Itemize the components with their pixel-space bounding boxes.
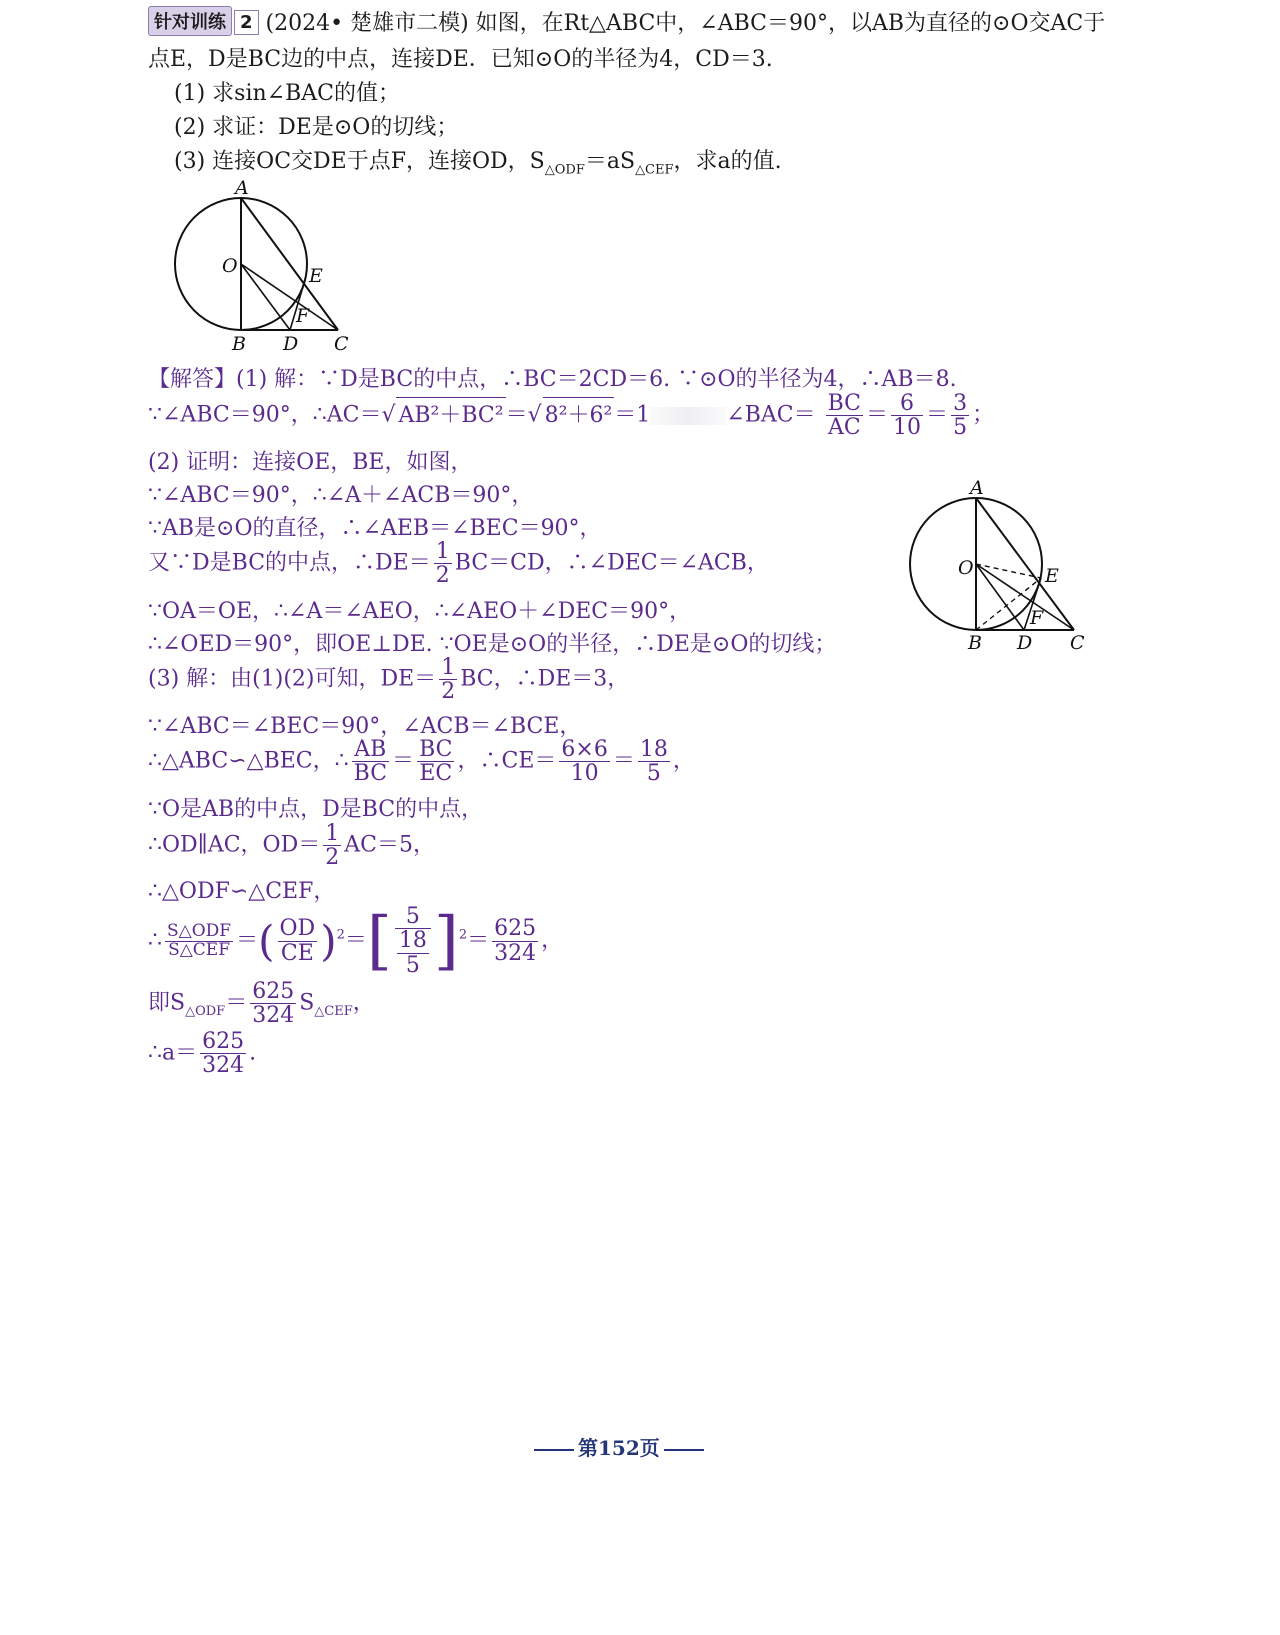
frac-625-324-b: $\frac{625}{324}$ [252, 979, 295, 1029]
frac-bc-ac: $\frac{BC}{AC}$ [827, 391, 862, 441]
problem-part-3 [174, 144, 782, 177]
segment-oc [241, 264, 338, 330]
label-b-2: B [968, 632, 982, 654]
redacted-area [650, 407, 726, 425]
label-f: F [296, 305, 310, 327]
footer-rule-right [664, 1449, 704, 1451]
label-c: C [334, 333, 349, 355]
segment-od-2 [976, 564, 1024, 630]
frac-half-2: $\frac{1}{2}$ [441, 655, 456, 705]
proof-line-6: ∴∠OED＝90°，即OE⊥DE. ∵OE是⊙O的半径，∴DE是⊙O的切线； [148, 632, 837, 657]
problem-source: (2024• 楚雄市二模) [265, 11, 469, 36]
proof-line-4: 又∵D是BC的中点，∴DE＝ $\frac{1}{2}$ BC＝CD，∴∠DEC＝∠ACB， [148, 539, 769, 589]
problem-part-1: (1) 求sin∠BAC的值； [174, 81, 400, 106]
part3-line-8: 即$S_{\triangle ODF}=$ $\frac{625}{324}$ $S_{\triangle CEF}$， [148, 979, 375, 1029]
frac-area-ratio: $\frac{\text{S△ODF}}{\text{S△CEF}}$ [167, 920, 232, 960]
frac-625-324-a: $\frac{625}{324}$ [494, 916, 537, 966]
problem-figure [160, 176, 370, 356]
page-number: 第152页 [578, 1436, 660, 1460]
part3-sub-1: △ODF [544, 162, 585, 178]
frac-6-10: $\frac{6}{10}$ [893, 391, 922, 441]
s2-text-c: ∠BAC＝ [726, 402, 816, 428]
solution-line-2: ∵∠ABC＝90°，∴AC＝√ AB²＋BC²＝√ 8²＋6²＝1 ∠BAC＝ $\frac{BC}{AC}$ ＝ $\frac{6}{10}$ ＝ $\frac{3}{5}$ ； [148, 391, 995, 441]
frac-36-10: $\frac{6\times 6}{10}$ [561, 737, 608, 787]
part3-line-5: ∴OD∥AC，OD＝ $\frac{1}{2}$ AC＝5， [148, 821, 435, 871]
training-badge: 针对训练 [148, 6, 232, 36]
part3-line-4: ∵O是AB的中点，D是BC的中点， [148, 797, 484, 822]
part3-line-1: (3) 解：由(1)(2)可知，DE＝ $\frac{1}{2}$ BC，∴DE＝3， [148, 655, 630, 705]
part3-line-7: ∴ $\frac{\text{S△ODF}}{\text{S△CEF}}$ ＝( $\frac{OD}{CE}$ )$^2$＝[ 5 18 5 ]$^2$＝ $\frac{625}{324}$ ， [148, 904, 564, 978]
solution-figure [898, 474, 1098, 654]
label-b: B [232, 333, 246, 355]
training-number: 2 [234, 10, 259, 35]
part3-line-2: ∵∠ABC＝∠BEC＝90°，∠ACB＝∠BCE， [148, 714, 582, 739]
part3-line-6: ∴△ODF∽△CEF， [148, 879, 336, 904]
label-a-2: A [970, 477, 984, 499]
label-e: E [309, 265, 323, 287]
solution-header: 【解答】 [148, 367, 237, 392]
label-e-2: E [1045, 565, 1059, 587]
frac-3-5: $\frac{3}{5}$ [953, 391, 968, 441]
s2-text-b: ＝1 [614, 402, 651, 428]
problem-part-2: (2) 求证：DE是⊙O的切线； [174, 115, 459, 140]
frac-half-3: $\frac{1}{2}$ [325, 821, 340, 871]
frac-ab-bc: $\frac{AB}{BC}$ [353, 737, 388, 787]
part3-text-a: (3) 连接OC交DE于点F，连接OD，S [174, 149, 545, 174]
part3-text-b: ＝aS [584, 149, 636, 174]
frac-5-over-18-5: 5 18 5 [395, 905, 431, 976]
sqrt-ab-bc: AB²＋BC² [396, 397, 505, 429]
frac-18-5: $\frac{18}{5}$ [639, 737, 668, 787]
label-a: A [235, 177, 249, 199]
problem-text-1: 如图，在Rt△ABC中，∠ABC＝90°，以AB为直径的⊙O交AC于 [475, 11, 1106, 36]
problem-line-1 [148, 6, 1105, 37]
label-o-2: O [958, 557, 974, 579]
frac-half-1: $\frac{1}{2}$ [435, 539, 450, 589]
label-d: D [283, 333, 299, 355]
s2-end: ； [972, 402, 995, 428]
frac-bc-ec: $\frac{BC}{EC}$ [419, 737, 453, 787]
proof-line-3: ∵AB是⊙O的直径，∴∠AEB＝∠BEC＝90°， [148, 516, 602, 541]
segment-ac-2 [976, 498, 1074, 630]
solution-s1: (1) 解：∵D是BC的中点，∴BC＝2CD＝6. ∵⊙O的半径为4，∴AB＝8. [236, 367, 957, 392]
sqrt-8-6: 8²＋6² [543, 397, 615, 429]
proof-line-1: (2) 证明：连接OE，BE，如图， [148, 450, 473, 475]
label-f-2: F [1030, 607, 1044, 629]
part3-text-c: ，求a的值. [673, 149, 782, 174]
proof-line-2: ∵∠ABC＝90°，∴∠A＋∠ACB＝90°， [148, 483, 534, 508]
label-o: O [222, 255, 238, 277]
segment-od [241, 264, 290, 330]
label-d-2: D [1017, 632, 1033, 654]
proof-line-5: ∵OA＝OE，∴∠A＝∠AEO，∴∠AEO＋∠DEC＝90°， [148, 599, 692, 624]
problem-line-2: 点E，D是BC边的中点，连接DE．已知⊙O的半径为4，CD＝3. [148, 47, 773, 72]
frac-od-ce: $\frac{OD}{CE}$ [279, 916, 316, 966]
frac-625-324-c: $\frac{625}{324}$ [202, 1029, 245, 1079]
page-footer [530, 1432, 708, 1461]
solution-line-1 [148, 362, 957, 393]
label-c-2: C [1070, 632, 1085, 654]
part3-line-9: ∴a＝ $\frac{625}{324}$ . [148, 1029, 257, 1079]
footer-rule-left [534, 1449, 574, 1451]
s2-eq: ＝ [505, 402, 528, 428]
part3-sub-2: △CEF [635, 162, 674, 178]
s2-text-a: ∵∠ABC＝90°，∴AC＝ [148, 402, 382, 428]
part3-line-3: ∴△ABC∽△BEC，∴ $\frac{AB}{BC}$ ＝ $\frac{BC}{EC}$ ，∴CE＝ $\frac{6\times 6}{10}$ ＝ $\frac{18}{5}$ ， [148, 737, 695, 787]
